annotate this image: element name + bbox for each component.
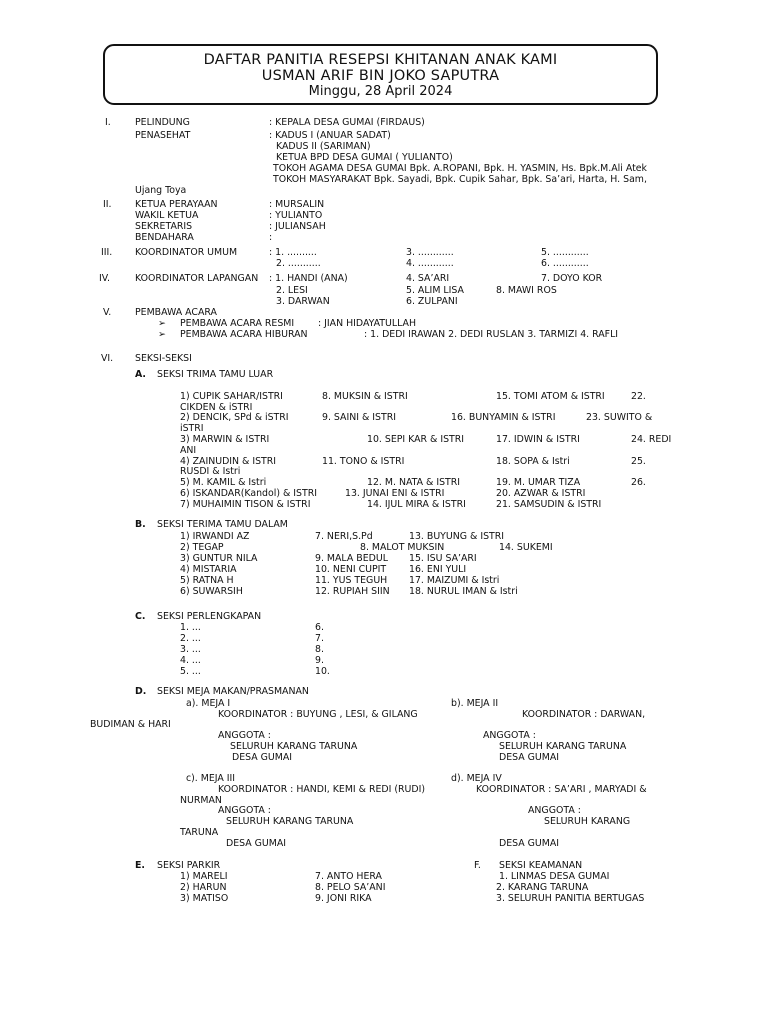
- document-subtitle: USMAN ARIF BIN JOKO SAPUTRA: [261, 68, 500, 84]
- wakil-value: : YULIANTO: [269, 210, 323, 221]
- meja-c-koordinator: KOORDINATOR : HANDI, KEMI & REDI (RUDI): [218, 784, 426, 795]
- list-item-wrap: CIKDEN & iSTRI: [180, 402, 253, 413]
- seksi-a-letter: A.: [135, 369, 146, 380]
- document-date: Minggu, 28 April 2024: [308, 84, 453, 99]
- wakil-label: WAKIL KETUA: [135, 210, 199, 221]
- anggota-desa: DESA GUMAI: [499, 752, 560, 763]
- meja-a-koordinator: KOORDINATOR : BUYUNG , LESI, & GILANG: [218, 709, 418, 720]
- list-item: 1) MARELI: [180, 871, 228, 882]
- list-item: 16. ENI YULI: [409, 564, 467, 575]
- koord-lapangan-item: 6. ZULPANI: [406, 296, 458, 307]
- seksi-d-letter: D.: [135, 686, 147, 697]
- anggota-desa: DESA GUMAI: [232, 752, 293, 763]
- list-item: 2. KARANG TARUNA: [496, 882, 589, 893]
- list-item: 2) HARUN: [180, 882, 227, 893]
- koord-lapangan-item: : 1. HANDI (ANA): [269, 273, 348, 284]
- list-item: 4. ...: [180, 655, 201, 666]
- list-item: 5) RATNA H: [180, 575, 234, 586]
- list-item: 2) TEGAP: [180, 542, 224, 553]
- list-item: 3. SELURUH PANITIA BERTUGAS: [496, 893, 645, 904]
- anggota-label: ANGGOTA :: [528, 805, 581, 816]
- list-item: 2. ...: [180, 633, 201, 644]
- meja-b-koordinator: KOORDINATOR : DARWAN,: [522, 709, 646, 720]
- acara-hiburan-value: : 1. DEDI IRAWAN 2. DEDI RUSLAN 3. TARMIZI 4. RAFLI: [364, 329, 619, 340]
- list-item: 1) IRWANDI AZ: [180, 531, 250, 542]
- list-item: 25.: [631, 456, 646, 467]
- koord-lapangan-label: KOORDINATOR LAPANGAN: [135, 273, 259, 284]
- list-item: 6.: [315, 622, 324, 633]
- koord-lapangan-item: 5. ALIM LISA: [406, 285, 464, 296]
- list-item: 8.: [315, 644, 324, 655]
- koord-lapangan-item: 7. DOYO KOR: [541, 273, 603, 284]
- seksi-c-title: SEKSI PERLENGKAPAN: [157, 611, 262, 622]
- anggota-value-wrap: TARUNA: [180, 827, 219, 838]
- list-item: 6) ISKANDAR(Kandol) & ISTRI: [180, 488, 317, 499]
- seksi-seksi-label: SEKSI-SEKSI: [135, 353, 192, 364]
- seksi-f-title: SEKSI KEAMANAN: [499, 860, 583, 871]
- penasehat-overflow: Ujang Toya: [135, 185, 187, 196]
- koord-lapangan-item: 2. LESI: [276, 285, 308, 296]
- list-item: 15. ISU SA’ARI: [409, 553, 477, 564]
- roman-v: V.: [103, 307, 112, 318]
- list-item: 2) DENCIK, SPd & iSTRI: [180, 412, 289, 423]
- ketua-value: : MURSALIN: [269, 199, 325, 210]
- seksi-b-title: SEKSI TERIMA TAMU DALAM: [157, 519, 288, 530]
- list-item: 7.: [315, 633, 324, 644]
- list-item: 4) ZAINUDIN & ISTRI: [180, 456, 277, 467]
- seksi-d-title: SEKSI MEJA MAKAN/PRASMANAN: [157, 686, 309, 697]
- list-item-wrap: ANI: [180, 445, 197, 456]
- list-item: 12. M. NATA & ISTRI: [367, 477, 461, 488]
- seksi-f-letter: F.: [474, 860, 481, 871]
- list-item: 18. NURUL IMAN & Istri: [409, 586, 518, 597]
- koord-lapangan-item: 3. DARWAN: [276, 296, 330, 307]
- penasehat-line: TOKOH AGAMA DESA GUMAI Bpk. A.ROPANI, Bpk. H. YASMIN, Hs. Bpk.M.Ali Atek: [273, 163, 647, 174]
- list-item: 3) GUNTUR NILA: [180, 553, 258, 564]
- list-item: 8. PELO SA’ANI: [315, 882, 386, 893]
- list-item: 9. SAINI & ISTRI: [322, 412, 396, 423]
- list-item: 19. M. UMAR TIZA: [496, 477, 581, 488]
- roman-vi: VI.: [101, 353, 114, 364]
- anggota-desa: DESA GUMAI: [499, 838, 560, 849]
- list-item: 13. JUNAI ENI & ISTRI: [345, 488, 445, 499]
- seksi-b-letter: B.: [135, 519, 146, 530]
- list-item: 11. YUS TEGUH: [315, 575, 388, 586]
- list-item: 7. ANTO HERA: [315, 871, 382, 882]
- list-item: 24. REDI: [631, 434, 672, 445]
- anggota-value: SELURUH KARANG TARUNA: [230, 741, 358, 752]
- title-box: [103, 44, 658, 105]
- koord-umum-label: KOORDINATOR UMUM: [135, 247, 238, 258]
- seksi-e-title: SEKSI PARKIR: [157, 860, 221, 871]
- list-item: 3) MATISO: [180, 893, 229, 904]
- list-item-wrap: iSTRI: [180, 423, 204, 434]
- bendahara-value: :: [269, 232, 273, 243]
- ketua-label: KETUA PERAYAAN: [135, 199, 218, 210]
- list-item: 6) SUWARSIH: [180, 586, 243, 597]
- list-item: 10. NENI CUPIT: [315, 564, 387, 575]
- meja-d-koordinator: KOORDINATOR : SA’ARI , MARYADI &: [476, 784, 647, 795]
- list-item: 3) MARWIN & ISTRI: [180, 434, 270, 445]
- list-item: 18. SOPA & Istri: [496, 456, 570, 467]
- penasehat-line: KETUA BPD DESA GUMAI ( YULIANTO): [276, 152, 453, 163]
- roman-iii: III.: [101, 247, 113, 258]
- list-item: 5. ...: [180, 666, 201, 677]
- list-item: 9.: [315, 655, 324, 666]
- list-item: 16. BUNYAMIN & ISTRI: [451, 412, 556, 423]
- penasehat-line: TOKOH MASYARAKAT Bpk. Sayadi, Bpk. Cupik Sahar, Bpk. Sa’ari, Harta, H. Sam,: [273, 174, 647, 185]
- document-title: DAFTAR PANITIA RESEPSI KHITANAN ANAK KAMI: [203, 52, 558, 68]
- anggota-value: SELURUH KARANG TARUNA: [499, 741, 627, 752]
- penasehat-line: : KADUS I (ANUAR SADAT): [269, 130, 391, 141]
- roman-iv: IV.: [99, 273, 110, 284]
- seksi-e-letter: E.: [135, 860, 145, 871]
- koord-umum-item: 6. ............: [541, 258, 589, 269]
- list-item: 8. MALOT MUKSIN: [360, 542, 445, 553]
- list-item: 5) M. KAMIL & Istri: [180, 477, 267, 488]
- list-item: 14. IJUL MIRA & ISTRI: [367, 499, 466, 510]
- list-item: 9. MALA BEDUL: [315, 553, 388, 564]
- seksi-c-letter: C.: [135, 611, 146, 622]
- list-item: 17. IDWIN & ISTRI: [496, 434, 580, 445]
- bullet-arrow: ➢: [158, 329, 166, 340]
- seksi-a-title: SEKSI TRIMA TAMU LUAR: [157, 369, 274, 380]
- meja-d-label: d). MEJA IV: [451, 773, 502, 784]
- list-item: 26.: [631, 477, 646, 488]
- bullet-arrow: ➢: [158, 318, 166, 329]
- list-item: 7) MUHAIMIN TISON & ISTRI: [180, 499, 311, 510]
- koord-umum-item: 5. ............: [541, 247, 589, 258]
- list-item: 10. SEPI KAR & ISTRI: [367, 434, 465, 445]
- koord-lapangan-item: 8. MAWI ROS: [496, 285, 557, 296]
- koord-lapangan-item: 4. SA’ARI: [406, 273, 450, 284]
- list-item: 7. NERI,S.Pd: [315, 531, 373, 542]
- roman-ii: II.: [103, 199, 112, 210]
- roman-i: I.: [105, 117, 111, 128]
- list-item: 1. LINMAS DESA GUMAI: [499, 871, 610, 882]
- acara-hiburan-label: PEMBAWA ACARA HIBURAN: [180, 329, 308, 340]
- list-item: 21. SAMSUDIN & ISTRI: [496, 499, 602, 510]
- list-item-wrap: RUSDI & Istri: [180, 466, 241, 477]
- pelindung-value: : KEPALA DESA GUMAI (FIRDAUS): [269, 117, 425, 128]
- acara-resmi-label: PEMBAWA ACARA RESMI: [180, 318, 295, 329]
- meja-a-label: a). MEJA I: [186, 698, 231, 709]
- list-item: 4) MISTARIA: [180, 564, 237, 575]
- bendahara-label: BENDAHARA: [135, 232, 194, 243]
- anggota-value: SELURUH KARANG TARUNA: [226, 816, 354, 827]
- list-item: 23. SUWITO &: [586, 412, 653, 423]
- list-item: 15. TOMI ATOM & ISTRI: [496, 391, 605, 402]
- sekretaris-label: SEKRETARIS: [135, 221, 193, 232]
- list-item: 1) CUPIK SAHAR/ISTRI: [180, 391, 283, 402]
- list-item: 12. RUPIAH SIIN: [315, 586, 390, 597]
- list-item: 22.: [631, 391, 646, 402]
- sekretaris-value: : JULIANSAH: [269, 221, 326, 232]
- koord-umum-item: 3. ............: [406, 247, 454, 258]
- anggota-value: SELURUH KARANG: [544, 816, 631, 827]
- koord-umum-item: 2. ...........: [276, 258, 321, 269]
- list-item: 1. ...: [180, 622, 201, 633]
- meja-c-label: c). MEJA III: [186, 773, 236, 784]
- koord-umum-item: 4. ............: [406, 258, 454, 269]
- list-item: 9. JONI RIKA: [315, 893, 372, 904]
- list-item: 10.: [315, 666, 330, 677]
- list-item: 11. TONO & ISTRI: [322, 456, 405, 467]
- acara-resmi-value: : JIAN HIDAYATULLAH: [318, 318, 417, 329]
- meja-b-koordinator-wrap: BUDIMAN & HARI: [90, 719, 171, 730]
- penasehat-label: PENASEHAT: [135, 130, 191, 141]
- list-item: 20. AZWAR & ISTRI: [496, 488, 586, 499]
- list-item: 8. MUKSIN & ISTRI: [322, 391, 408, 402]
- anggota-desa: DESA GUMAI: [226, 838, 287, 849]
- meja-d-koordinator-wrap: NURMAN: [180, 795, 222, 806]
- anggota-label: ANGGOTA :: [483, 730, 536, 741]
- koord-umum-item: : 1. ..........: [269, 247, 317, 258]
- list-item: 17. MAIZUMI & Istri: [409, 575, 500, 586]
- penasehat-line: KADUS II (SARIMAN): [276, 141, 371, 152]
- meja-b-label: b). MEJA II: [451, 698, 499, 709]
- anggota-label: ANGGOTA :: [218, 805, 271, 816]
- list-item: 14. SUKEMI: [499, 542, 553, 553]
- anggota-label: ANGGOTA :: [218, 730, 271, 741]
- pembawa-acara-label: PEMBAWA ACARA: [135, 307, 217, 318]
- list-item: 13. BUYUNG & ISTRI: [409, 531, 505, 542]
- list-item: 3. ...: [180, 644, 201, 655]
- pelindung-label: PELINDUNG: [135, 117, 190, 128]
